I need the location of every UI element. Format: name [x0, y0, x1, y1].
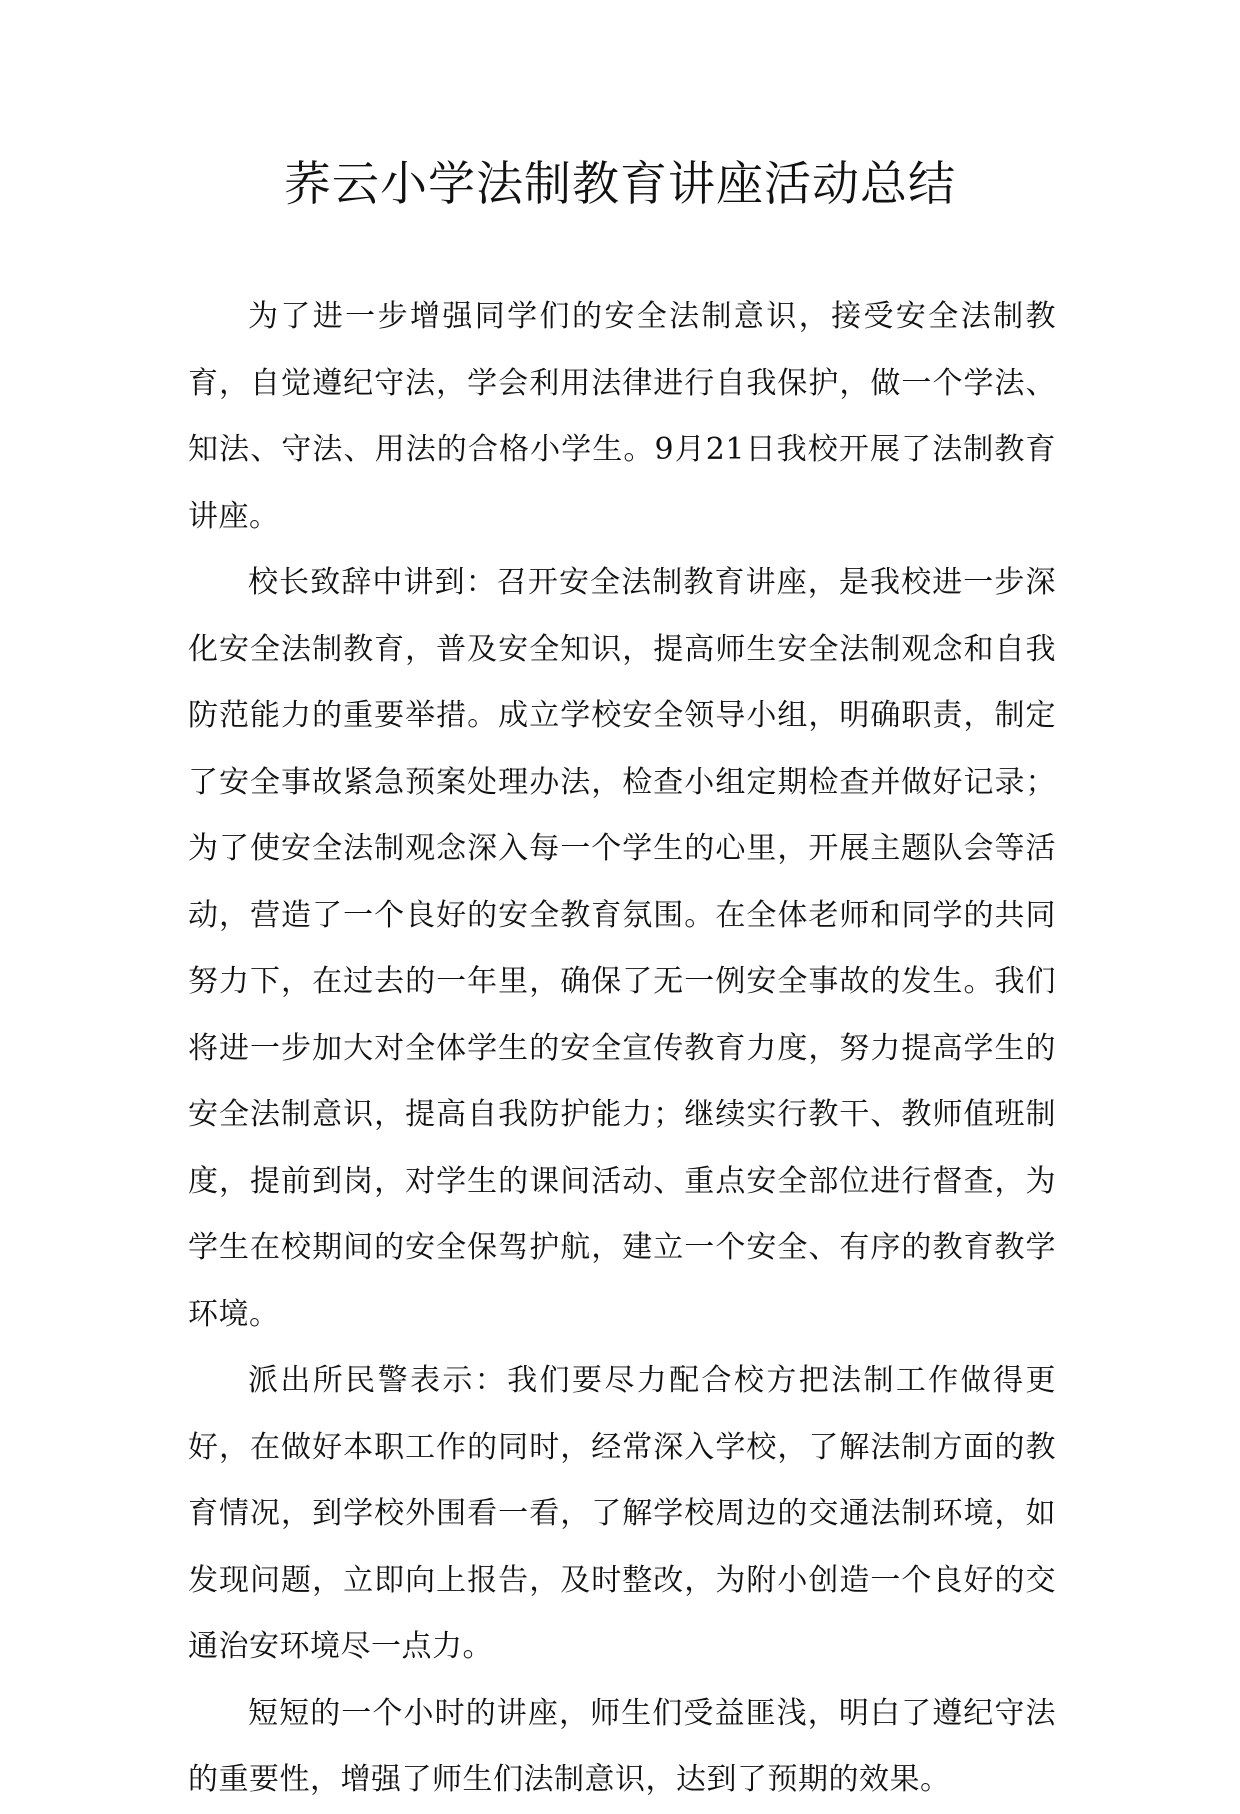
document-title: 荞云小学法制教育讲座活动总结 [284, 157, 956, 212]
document-body [188, 284, 1056, 1814]
paragraph-intro: 为了进一步增强同学们的安全法制意识，接受安全法制教育，自觉遵纪守法，学会利用法律进行自我保护，做一个学法、知法、守法、用法的合格小学生。9月21日我校开展了法制教育讲座。 [188, 299, 1056, 534]
paragraph-police-statement: 派出所民警表示：我们要尽力配合校方把法制工作做得更好，在做好本职工作的同时，经常深入学校，了解法制方面的教育情况，到学校外围看一看，了解学校周边的交通法制环境，如发现问题，立即向上报告，及时整改，为附小创造一个良好的交通治安环境尽一点力。 [188, 1363, 1056, 1664]
paragraph-conclusion: 短短的一个小时的讲座，师生们受益匪浅，明白了遵纪守法的重要性，增强了师生们法制意识，达到了预期的效果。 [188, 1695, 1056, 1797]
paragraph-principal-speech: 校长致辞中讲到：召开安全法制教育讲座，是我校进一步深化安全法制教育，普及安全知识，提高师生安全法制观念和自我防范能力的重要举措。成立学校安全领导小组，明确职责，制定了安全事故紧急预案处理办法，检查小组定期检查并做好记录；为了使安全法制观念深入每一个学生的心里，开展主题队会等活动，营造了一个良好的安全教育氛围。在全体老师和同学的共同努力下，在过去的一年里，确保了无一例安全事故的发生。我们将进一步加大对全体学生的安全宣传教育力度，努力提高学生的安全法制意识，提高自我防护能力；继续实行教干、教师值班制度，提前到岗，对学生的课间活动、重点安全部位进行督查，为学生在校期间的安全保驾护航，建立一个安全、有序的教育教学环境。 [188, 565, 1056, 1332]
